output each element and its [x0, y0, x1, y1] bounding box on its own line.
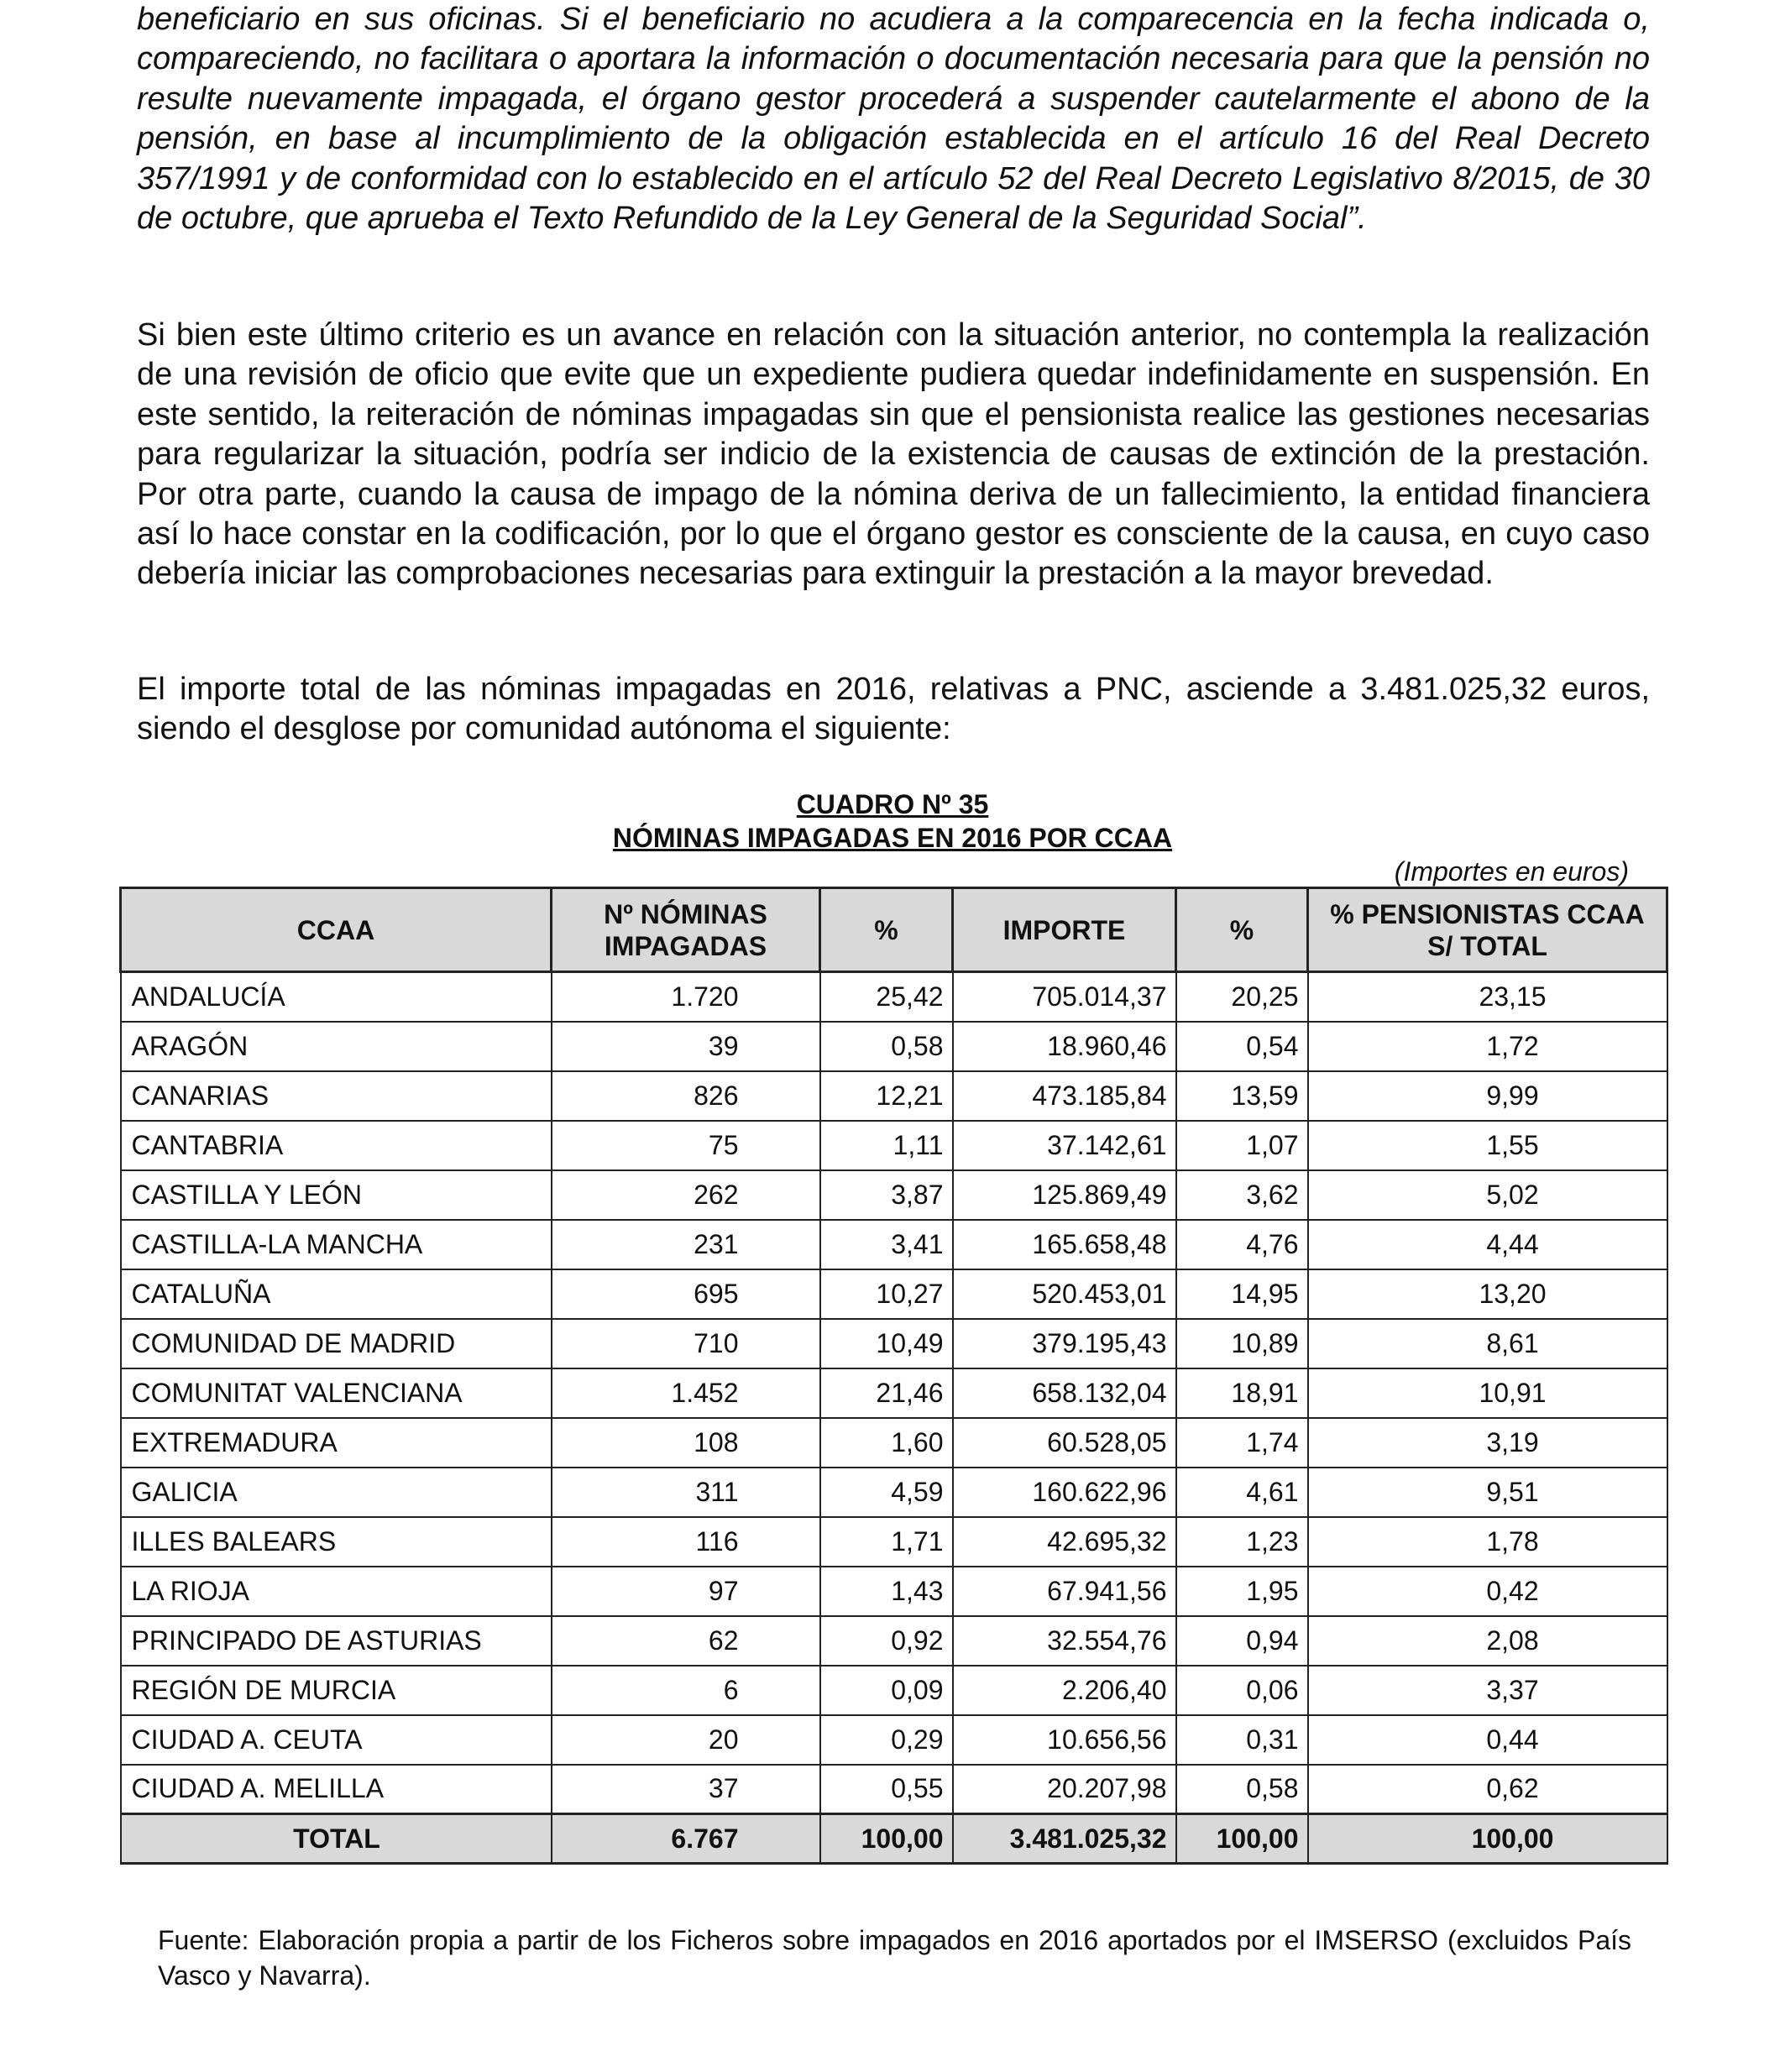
region-cell: ILLES BALEARS — [121, 1517, 552, 1567]
value-cell: 10,49 — [820, 1319, 953, 1368]
region-cell: ARAGÓN — [121, 1022, 552, 1071]
value-cell: 39 — [552, 1022, 820, 1071]
value-cell: 6.767 — [552, 1814, 820, 1864]
value-cell: 4,76 — [1176, 1220, 1308, 1269]
header-ccaa: CCAA — [121, 888, 552, 972]
header-pct-importe: % — [1176, 888, 1308, 972]
value-cell: 75 — [552, 1121, 820, 1170]
region-cell: PRINCIPADO DE ASTURIAS — [121, 1616, 552, 1666]
table-row — [121, 1071, 1667, 1121]
value-cell: 160.622,96 — [953, 1468, 1176, 1517]
value-cell: 4,61 — [1176, 1468, 1308, 1517]
value-cell: 1,07 — [1176, 1121, 1308, 1170]
value-cell: 100,00 — [1308, 1814, 1667, 1864]
value-cell: 25,42 — [820, 972, 953, 1022]
table-row — [121, 1269, 1667, 1319]
header-pct-nominas: % — [820, 888, 953, 972]
value-cell: 1.720 — [552, 972, 820, 1022]
value-cell: 60.528,05 — [953, 1418, 1176, 1468]
value-cell: 13,20 — [1308, 1269, 1667, 1319]
value-cell: 0,92 — [820, 1616, 953, 1666]
value-cell: 0,62 — [1308, 1765, 1667, 1814]
table-row — [121, 1022, 1667, 1071]
table-row — [121, 1765, 1667, 1814]
value-cell: 21,46 — [820, 1368, 953, 1418]
value-cell: 826 — [552, 1071, 820, 1121]
value-cell: 20,25 — [1176, 972, 1308, 1022]
table-row — [121, 1517, 1667, 1567]
table-row — [121, 1418, 1667, 1468]
value-cell: 1,23 — [1176, 1517, 1308, 1567]
value-cell: 62 — [552, 1616, 820, 1666]
value-cell: 1,11 — [820, 1121, 953, 1170]
value-cell: 2,08 — [1308, 1616, 1667, 1666]
value-cell: 1,74 — [1176, 1418, 1308, 1468]
region-cell: ANDALUCÍA — [121, 972, 552, 1022]
value-cell: 311 — [552, 1468, 820, 1517]
body-paragraph-3: El importe total de las nóminas impagadas en 2016, relativas a PNC, asciende a 3.481.025,32 euros, siendo el desglose por comunidad autónoma el siguiente: — [137, 672, 1650, 747]
source-note: Fuente: Elaboración propia a partir de los Ficheros sobre impagados en 2016 aportados por el IMSERSO (excluidos País Vasco y Navarra). — [158, 1925, 1631, 1991]
region-cell: TOTAL — [121, 1814, 552, 1864]
region-cell: CIUDAD A. CEUTA — [121, 1715, 552, 1765]
value-cell: 1,55 — [1308, 1121, 1667, 1170]
value-cell: 20.207,98 — [953, 1765, 1176, 1814]
value-cell: 42.695,32 — [953, 1517, 1176, 1567]
unpaid-payrolls-table — [119, 887, 1668, 1865]
body-paragraph-2: Si bien este último criterio es un avance en relación con la situación anterior, no contempla la realización de una revisión de oficio que evite que un expediente pudiera quedar indefinidamente en suspensión. En este sentido, la reiteración de nóminas impagadas sin que el pensionista realice las gestiones necesarias para regularizar la situación, podría ser indicio de la existencia de causas de extinción de la prestación. Por otra parte, cuando la causa de impago de la nómina deriva de un fallecimiento, la entidad financiera así lo hace constar en la codificación, por lo que el órgano gestor es consciente de la causa, en cuyo caso debería iniciar las comprobaciones necesarias para extinguir la prestación a la mayor brevedad. — [137, 317, 1650, 592]
value-cell: 0,58 — [1176, 1765, 1308, 1814]
value-cell: 262 — [552, 1170, 820, 1220]
value-cell: 100,00 — [1176, 1814, 1308, 1864]
value-cell: 3,19 — [1308, 1418, 1667, 1468]
table-row — [121, 1170, 1667, 1220]
value-cell: 18.960,46 — [953, 1022, 1176, 1071]
value-cell: 710 — [552, 1319, 820, 1368]
value-cell: 0,06 — [1176, 1666, 1308, 1715]
table-row — [121, 1121, 1667, 1170]
value-cell: 32.554,76 — [953, 1616, 1176, 1666]
value-cell: 520.453,01 — [953, 1269, 1176, 1319]
value-cell: 12,21 — [820, 1071, 953, 1121]
value-cell: 67.941,56 — [953, 1567, 1176, 1616]
table-row — [121, 1715, 1667, 1765]
value-cell: 116 — [552, 1517, 820, 1567]
value-cell: 18,91 — [1176, 1368, 1308, 1418]
value-cell: 3,62 — [1176, 1170, 1308, 1220]
value-cell: 6 — [552, 1666, 820, 1715]
value-cell: 37.142,61 — [953, 1121, 1176, 1170]
value-cell: 1,95 — [1176, 1567, 1308, 1616]
value-cell: 4,59 — [820, 1468, 953, 1517]
value-cell: 9,99 — [1308, 1071, 1667, 1121]
units-note: (Importes en euros) — [1394, 856, 1629, 887]
value-cell: 3,87 — [820, 1170, 953, 1220]
table-header-row — [121, 888, 1667, 972]
table-row — [121, 972, 1667, 1022]
value-cell: 658.132,04 — [953, 1368, 1176, 1418]
value-cell: 1,60 — [820, 1418, 953, 1468]
value-cell: 0,55 — [820, 1765, 953, 1814]
value-cell: 10.656,56 — [953, 1715, 1176, 1765]
value-cell: 3,41 — [820, 1220, 953, 1269]
table-row — [121, 1468, 1667, 1517]
value-cell: 705.014,37 — [953, 972, 1176, 1022]
region-cell: COMUNITAT VALENCIANA — [121, 1368, 552, 1418]
quoted-paragraph: beneficiario en sus oficinas. Si el beneficiario no acudiera a la comparecencia en la fecha indicada o, compareciendo, no facilitara o aportara la información o documentación necesaria para que la pensión no resulte nuevamente impagada, el órgano gestor procederá a suspender cautelarmente el abono de la pensión, en base al incumplimiento de la obligación establecida en el artículo 16 del Real Decreto 357/1991 y de conformidad con lo establecido en el artículo 52 del Real Decreto Legislativo 8/2015, de 30 de octubre, que aprueba el Texto Refundido de la Ley General de la Seguridad Social”. — [137, 2, 1650, 237]
value-cell: 20 — [552, 1715, 820, 1765]
region-cell: CASTILLA-LA MANCHA — [121, 1220, 552, 1269]
value-cell: 9,51 — [1308, 1468, 1667, 1517]
region-cell: REGIÓN DE MURCIA — [121, 1666, 552, 1715]
header-importe: IMPORTE — [953, 888, 1176, 972]
value-cell: 1,72 — [1308, 1022, 1667, 1071]
value-cell: 4,44 — [1308, 1220, 1667, 1269]
region-cell: CANARIAS — [121, 1071, 552, 1121]
table-row — [121, 1220, 1667, 1269]
value-cell: 0,54 — [1176, 1022, 1308, 1071]
value-cell: 0,29 — [820, 1715, 953, 1765]
value-cell: 0,42 — [1308, 1567, 1667, 1616]
value-cell: 100,00 — [820, 1814, 953, 1864]
table-row — [121, 1319, 1667, 1368]
region-cell: CASTILLA Y LEÓN — [121, 1170, 552, 1220]
value-cell: 13,59 — [1176, 1071, 1308, 1121]
total-row — [121, 1814, 1667, 1864]
value-cell: 0,44 — [1308, 1715, 1667, 1765]
value-cell: 0,31 — [1176, 1715, 1308, 1765]
value-cell: 8,61 — [1308, 1319, 1667, 1368]
value-cell: 1,71 — [820, 1517, 953, 1567]
value-cell: 37 — [552, 1765, 820, 1814]
value-cell: 473.185,84 — [953, 1071, 1176, 1121]
value-cell: 165.658,48 — [953, 1220, 1176, 1269]
value-cell: 23,15 — [1308, 972, 1667, 1022]
value-cell: 0,09 — [820, 1666, 953, 1715]
table-row — [121, 1666, 1667, 1715]
value-cell: 379.195,43 — [953, 1319, 1176, 1368]
value-cell: 1,78 — [1308, 1517, 1667, 1567]
value-cell: 3,37 — [1308, 1666, 1667, 1715]
table-title: NÓMINAS IMPAGADAS EN 2016 POR CCAA — [612, 823, 1173, 853]
table-row — [121, 1567, 1667, 1616]
value-cell: 97 — [552, 1567, 820, 1616]
value-cell: 5,02 — [1308, 1170, 1667, 1220]
header-pct-pensionistas: % PENSIONISTAS CCAA S/ TOTAL — [1308, 888, 1667, 972]
value-cell: 0,94 — [1176, 1616, 1308, 1666]
table-row — [121, 1616, 1667, 1666]
region-cell: EXTREMADURA — [121, 1418, 552, 1468]
value-cell: 1,43 — [820, 1567, 953, 1616]
value-cell: 695 — [552, 1269, 820, 1319]
value-cell: 0,58 — [820, 1022, 953, 1071]
region-cell: COMUNIDAD DE MADRID — [121, 1319, 552, 1368]
region-cell: CIUDAD A. MELILLA — [121, 1765, 552, 1814]
value-cell: 108 — [552, 1418, 820, 1468]
header-num-nominas: Nº NÓMINAS IMPAGADAS — [552, 888, 820, 972]
table-title-number: CUADRO Nº 35 — [796, 789, 989, 819]
table-row — [121, 1368, 1667, 1418]
value-cell: 10,27 — [820, 1269, 953, 1319]
value-cell: 1.452 — [552, 1368, 820, 1418]
value-cell: 10,91 — [1308, 1368, 1667, 1418]
value-cell: 10,89 — [1176, 1319, 1308, 1368]
region-cell: LA RIOJA — [121, 1567, 552, 1616]
value-cell: 125.869,49 — [953, 1170, 1176, 1220]
value-cell: 14,95 — [1176, 1269, 1308, 1319]
value-cell: 231 — [552, 1220, 820, 1269]
value-cell: 2.206,40 — [953, 1666, 1176, 1715]
region-cell: GALICIA — [121, 1468, 552, 1517]
value-cell: 3.481.025,32 — [953, 1814, 1176, 1864]
region-cell: CANTABRIA — [121, 1121, 552, 1170]
region-cell: CATALUÑA — [121, 1269, 552, 1319]
